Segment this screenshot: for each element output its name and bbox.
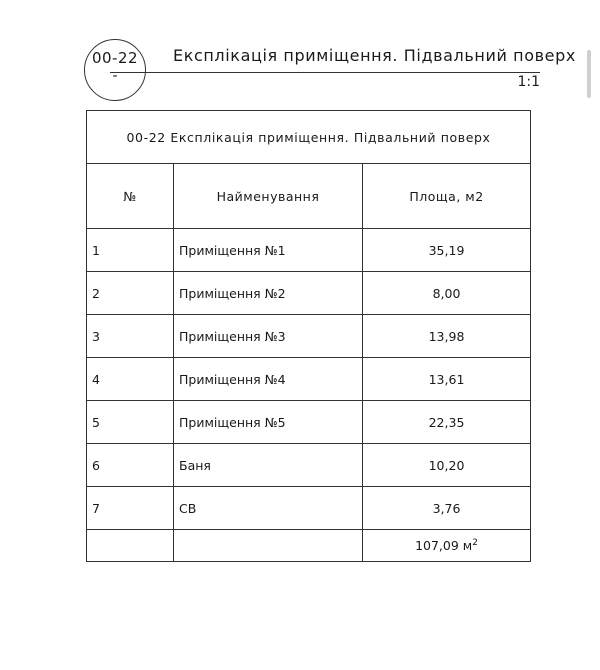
header-num: № xyxy=(87,164,174,229)
total-area xyxy=(363,530,531,562)
cell-area: 3,76 xyxy=(363,487,531,530)
table-header-row xyxy=(87,164,531,229)
table-title: 00-22 Експлікація приміщення. Підвальний поверх xyxy=(87,111,531,164)
cell-name: Приміщення №1 xyxy=(174,229,363,272)
table-row xyxy=(87,358,531,401)
callout-id: 00-22 xyxy=(91,49,139,67)
cell-area: 8,00 xyxy=(363,272,531,315)
table-title-row xyxy=(87,111,531,164)
title-underline xyxy=(110,72,540,73)
cell-area: 10,20 xyxy=(363,444,531,487)
cell-num: 6 xyxy=(87,444,174,487)
total-empty-name xyxy=(174,530,363,562)
cell-area: 22,35 xyxy=(363,401,531,444)
header-area: Площа, м2 xyxy=(363,164,531,229)
cell-num: 1 xyxy=(87,229,174,272)
table-row xyxy=(87,315,531,358)
table-row xyxy=(87,272,531,315)
cell-area: 13,61 xyxy=(363,358,531,401)
table-row xyxy=(87,487,531,530)
total-unit-sup: 2 xyxy=(472,537,478,548)
drawing-scale: 1:1 xyxy=(517,74,540,90)
table-total-row xyxy=(87,530,531,562)
cell-area: 35,19 xyxy=(363,229,531,272)
cell-num: 2 xyxy=(87,272,174,315)
cell-name: СВ xyxy=(174,487,363,530)
total-empty-num xyxy=(87,530,174,562)
table-row xyxy=(87,229,531,272)
drawing-title: Експлікація приміщення. Підвальний поверх xyxy=(173,46,576,65)
cell-name: Приміщення №3 xyxy=(174,315,363,358)
cell-name: Приміщення №4 xyxy=(174,358,363,401)
cell-num: 5 xyxy=(87,401,174,444)
table-row xyxy=(87,444,531,487)
cell-num: 7 xyxy=(87,487,174,530)
cell-area: 13,98 xyxy=(363,315,531,358)
cell-num: 3 xyxy=(87,315,174,358)
header-name: Найменування xyxy=(174,164,363,229)
cell-name: Приміщення №5 xyxy=(174,401,363,444)
total-value: 107,09 м xyxy=(415,538,473,553)
scrollbar[interactable] xyxy=(587,50,591,98)
cell-name: Приміщення №2 xyxy=(174,272,363,315)
cell-name: Баня xyxy=(174,444,363,487)
table-row xyxy=(87,401,531,444)
callout-sheet: - xyxy=(112,68,118,84)
cell-num: 4 xyxy=(87,358,174,401)
explication-table xyxy=(86,110,531,562)
